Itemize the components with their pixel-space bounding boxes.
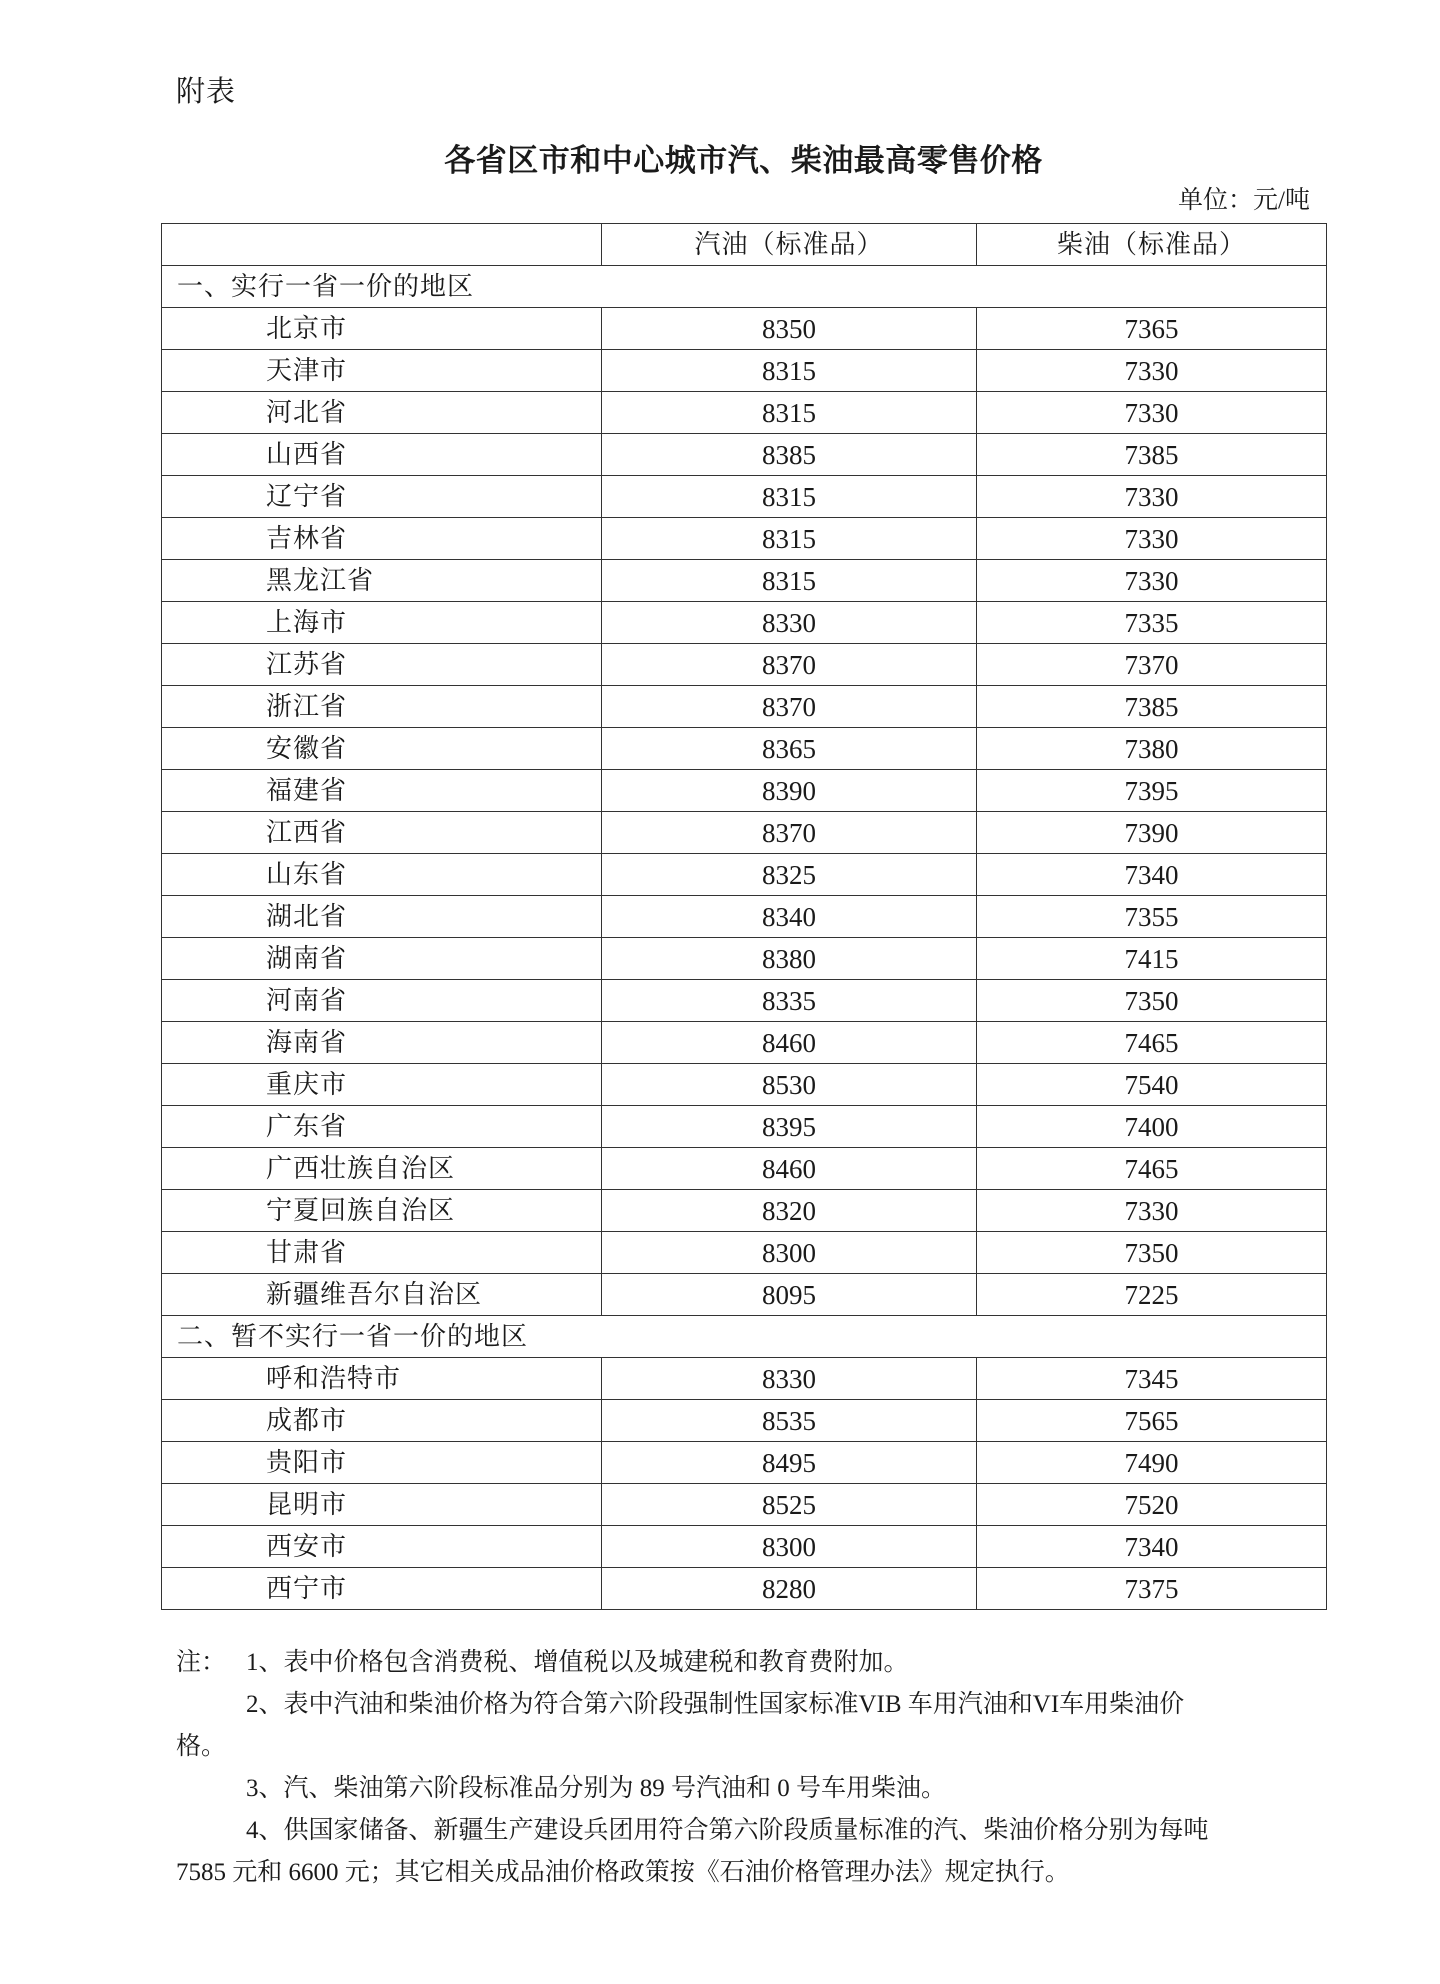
- gasoline-price: 8370: [602, 812, 977, 854]
- diesel-price: 7365: [977, 308, 1327, 350]
- table-header-row: [162, 224, 1327, 266]
- table-row: [162, 1022, 1327, 1064]
- table-row: [162, 686, 1327, 728]
- diesel-price: 7330: [977, 518, 1327, 560]
- table-row: [162, 1064, 1327, 1106]
- gasoline-price: 8340: [602, 896, 977, 938]
- note-line: [176, 1810, 1316, 1852]
- gasoline-price: 8350: [602, 308, 977, 350]
- region-name: 广东省: [162, 1106, 602, 1148]
- table-row: [162, 1442, 1327, 1484]
- gasoline-price: 8525: [602, 1484, 977, 1526]
- table-row: [162, 392, 1327, 434]
- unit-label: 单位：元/吨: [1178, 187, 1310, 214]
- header-gasoline: 汽油（标准品）: [602, 224, 977, 266]
- note-line: [176, 1768, 1316, 1810]
- region-name: 天津市: [162, 350, 602, 392]
- table-row: [162, 350, 1327, 392]
- diesel-price: 7465: [977, 1148, 1327, 1190]
- table-row: [162, 938, 1327, 980]
- region-name: 西安市: [162, 1526, 602, 1568]
- region-name: 江苏省: [162, 644, 602, 686]
- region-name: 西宁市: [162, 1568, 602, 1610]
- diesel-price: 7375: [977, 1568, 1327, 1610]
- table-row: [162, 476, 1327, 518]
- region-name: 成都市: [162, 1400, 602, 1442]
- gasoline-price: 8395: [602, 1106, 977, 1148]
- diesel-price: 7330: [977, 1190, 1327, 1232]
- notes-label: 注：: [176, 1649, 227, 1676]
- table-body: [162, 266, 1327, 1610]
- table-row: [162, 560, 1327, 602]
- diesel-price: 7330: [977, 476, 1327, 518]
- diesel-price: 7385: [977, 434, 1327, 476]
- diesel-price: 7390: [977, 812, 1327, 854]
- gasoline-price: 8495: [602, 1442, 977, 1484]
- diesel-price: 7345: [977, 1358, 1327, 1400]
- region-name: 呼和浩特市: [162, 1358, 602, 1400]
- gasoline-price: 8315: [602, 392, 977, 434]
- section-row: [162, 1316, 1327, 1358]
- region-name: 河南省: [162, 980, 602, 1022]
- diesel-price: 7385: [977, 686, 1327, 728]
- region-name: 福建省: [162, 770, 602, 812]
- region-name: 湖北省: [162, 896, 602, 938]
- diesel-price: 7490: [977, 1442, 1327, 1484]
- region-name: 重庆市: [162, 1064, 602, 1106]
- diesel-price: 7340: [977, 1526, 1327, 1568]
- note-text: 7585 元和 6600 元；其它相关成品油价格政策按《石油价格管理办法》规定执行。: [176, 1859, 1070, 1886]
- table-row: [162, 1400, 1327, 1442]
- gasoline-price: 8330: [602, 602, 977, 644]
- gasoline-price: 8300: [602, 1232, 977, 1274]
- table-row: [162, 1526, 1327, 1568]
- table-row: [162, 1484, 1327, 1526]
- gasoline-price: 8370: [602, 686, 977, 728]
- table-row: [162, 308, 1327, 350]
- note-line: [176, 1642, 1316, 1684]
- region-name: 山东省: [162, 854, 602, 896]
- diesel-price: 7565: [977, 1400, 1327, 1442]
- region-name: 北京市: [162, 308, 602, 350]
- note-text: 4、供国家储备、新疆生产建设兵团用符合第六阶段质量标准的汽、柴油价格分别为每吨: [246, 1817, 1209, 1844]
- diesel-price: 7355: [977, 896, 1327, 938]
- document-title: 各省区市和中心城市汽、柴油最高零售价格: [444, 143, 1043, 179]
- gasoline-price: 8325: [602, 854, 977, 896]
- region-name: 江西省: [162, 812, 602, 854]
- region-name: 新疆维吾尔自治区: [162, 1274, 602, 1316]
- table-row: [162, 896, 1327, 938]
- gasoline-price: 8335: [602, 980, 977, 1022]
- note-text: 3、汽、柴油第六阶段标准品分别为 89 号汽油和 0 号车用柴油。: [246, 1775, 947, 1802]
- notes-section: [176, 1642, 1316, 1894]
- table-row: [162, 434, 1327, 476]
- region-name: 河北省: [162, 392, 602, 434]
- table-row: [162, 644, 1327, 686]
- region-name: 海南省: [162, 1022, 602, 1064]
- gasoline-price: 8280: [602, 1568, 977, 1610]
- table-row: [162, 980, 1327, 1022]
- note-line: [176, 1726, 1316, 1768]
- header-region: [162, 224, 602, 266]
- table-row: [162, 728, 1327, 770]
- diesel-price: 7330: [977, 350, 1327, 392]
- diesel-price: 7415: [977, 938, 1327, 980]
- diesel-price: 7465: [977, 1022, 1327, 1064]
- table-row: [162, 1568, 1327, 1610]
- gasoline-price: 8095: [602, 1274, 977, 1316]
- table-row: [162, 1148, 1327, 1190]
- region-name: 辽宁省: [162, 476, 602, 518]
- diesel-price: 7370: [977, 644, 1327, 686]
- diesel-price: 7380: [977, 728, 1327, 770]
- region-name: 广西壮族自治区: [162, 1148, 602, 1190]
- note-text: 格。: [176, 1733, 227, 1760]
- diesel-price: 7350: [977, 1232, 1327, 1274]
- gasoline-price: 8320: [602, 1190, 977, 1232]
- table-row: [162, 1106, 1327, 1148]
- diesel-price: 7335: [977, 602, 1327, 644]
- region-name: 上海市: [162, 602, 602, 644]
- region-name: 安徽省: [162, 728, 602, 770]
- diesel-price: 7330: [977, 392, 1327, 434]
- gasoline-price: 8315: [602, 560, 977, 602]
- diesel-price: 7350: [977, 980, 1327, 1022]
- gasoline-price: 8365: [602, 728, 977, 770]
- diesel-price: 7330: [977, 560, 1327, 602]
- table-row: [162, 812, 1327, 854]
- region-name: 昆明市: [162, 1484, 602, 1526]
- note-text: 1、表中价格包含消费税、增值税以及城建税和教育费附加。: [246, 1649, 909, 1676]
- region-name: 甘肃省: [162, 1232, 602, 1274]
- price-table: [161, 223, 1327, 1610]
- table-row: [162, 1190, 1327, 1232]
- table-row: [162, 1232, 1327, 1274]
- section-label: 二、暂不实行一省一价的地区: [162, 1316, 1327, 1358]
- region-name: 浙江省: [162, 686, 602, 728]
- gasoline-price: 8370: [602, 644, 977, 686]
- diesel-price: 7540: [977, 1064, 1327, 1106]
- region-name: 湖南省: [162, 938, 602, 980]
- section-label: 一、实行一省一价的地区: [162, 266, 1327, 308]
- region-name: 宁夏回族自治区: [162, 1190, 602, 1232]
- diesel-price: 7340: [977, 854, 1327, 896]
- gasoline-price: 8330: [602, 1358, 977, 1400]
- note-text: 2、表中汽油和柴油价格为符合第六阶段强制性国家标准VIB 车用汽油和VI车用柴油价: [246, 1691, 1185, 1718]
- note-line: [176, 1852, 1316, 1894]
- table-row: [162, 602, 1327, 644]
- gasoline-price: 8390: [602, 770, 977, 812]
- note-line: [176, 1684, 1316, 1726]
- region-name: 吉林省: [162, 518, 602, 560]
- region-name: 贵阳市: [162, 1442, 602, 1484]
- region-name: 山西省: [162, 434, 602, 476]
- gasoline-price: 8315: [602, 518, 977, 560]
- gasoline-price: 8385: [602, 434, 977, 476]
- gasoline-price: 8535: [602, 1400, 977, 1442]
- header-diesel: 柴油（标准品）: [977, 224, 1327, 266]
- gasoline-price: 8460: [602, 1022, 977, 1064]
- region-name: 黑龙江省: [162, 560, 602, 602]
- appendix-label: 附表: [176, 76, 237, 108]
- diesel-price: 7395: [977, 770, 1327, 812]
- diesel-price: 7225: [977, 1274, 1327, 1316]
- gasoline-price: 8460: [602, 1148, 977, 1190]
- diesel-price: 7400: [977, 1106, 1327, 1148]
- table-row: [162, 1274, 1327, 1316]
- gasoline-price: 8380: [602, 938, 977, 980]
- gasoline-price: 8530: [602, 1064, 977, 1106]
- diesel-price: 7520: [977, 1484, 1327, 1526]
- gasoline-price: 8315: [602, 350, 977, 392]
- table-row: [162, 518, 1327, 560]
- table-row: [162, 1358, 1327, 1400]
- table-row: [162, 770, 1327, 812]
- table-row: [162, 854, 1327, 896]
- gasoline-price: 8300: [602, 1526, 977, 1568]
- gasoline-price: 8315: [602, 476, 977, 518]
- section-row: [162, 266, 1327, 308]
